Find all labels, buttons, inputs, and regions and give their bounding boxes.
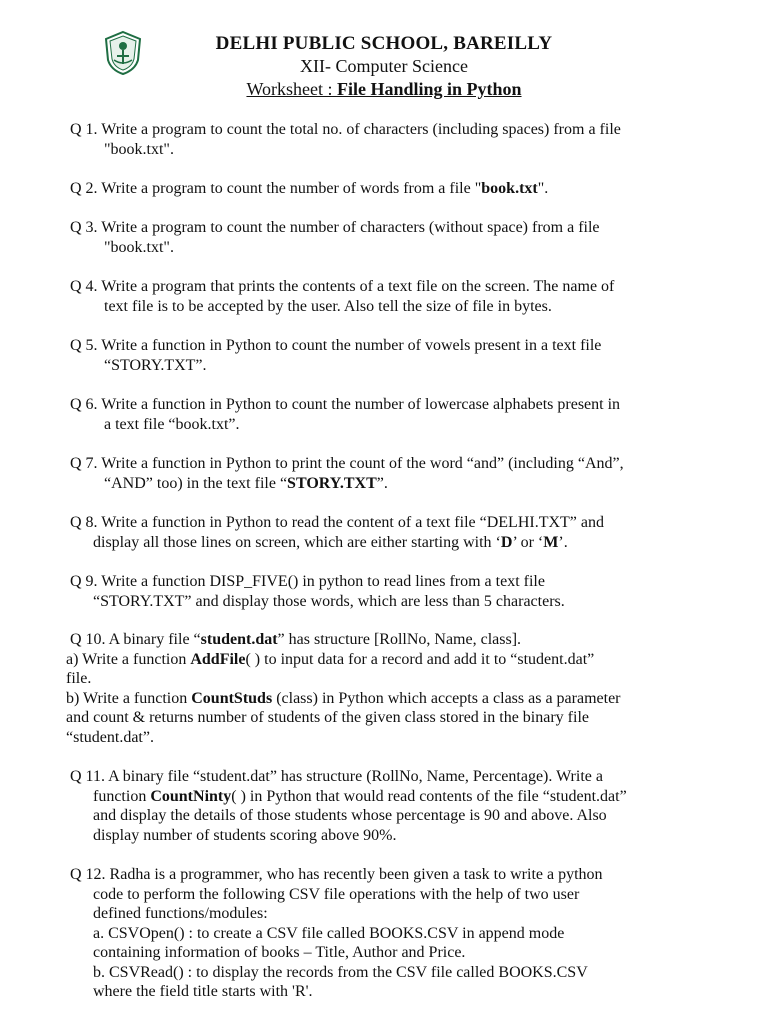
question-line: a text file “book.txt”.: [104, 415, 240, 433]
worksheet-title: [0, 79, 768, 100]
question-line: where the field title starts with 'R'.: [93, 983, 313, 1000]
worksheet-label: Worksheet :: [246, 79, 337, 99]
question-line: Q 11. A binary file “student.dat” has structure (RollNo, Name, Percentage). Write a: [70, 768, 603, 785]
question-line: file.: [66, 670, 92, 687]
question-line: “STORY.TXT” and display those words, which are less than 5 characters.: [93, 592, 565, 610]
question-4: [70, 277, 710, 316]
question-line: Q 8. Write a function in Python to read the content of a text file “DELHI.TXT” and: [70, 514, 605, 531]
question-line: Q 5. Write a function in Python to count the number of vowels present in a text file: [70, 337, 602, 354]
question-line: Q 9. Write a function DISP_FIVE() in python to read lines from a text file: [70, 573, 545, 590]
question-5: [70, 336, 710, 375]
question-1: [70, 120, 710, 159]
question-line: Q 1. Write a program to count the total no. of characters (including spaces) from a file: [70, 121, 621, 138]
question-line: Q 7. Write a function in Python to print the count of the word “and” (including “And”,: [70, 455, 624, 472]
question-6: [70, 395, 710, 434]
question-line: display all those lines on screen, which are either starting with ‘D’ or ‘M’.: [93, 533, 568, 551]
question-line: “AND” too) in the text file “STORY.TXT”.: [104, 474, 388, 492]
question-line: and count & returns number of students of the given class stored in the binary file: [66, 709, 589, 726]
question-line: function CountNinty( ) in Python that would read contents of the file “student.dat”: [93, 787, 627, 805]
question-line: text file is to be accepted by the user. Also tell the size of file in bytes.: [104, 297, 552, 315]
question-line: defined functions/modules:: [93, 905, 268, 922]
question-line: a) Write a function AddFile( ) to input data for a record and add it to “student.dat”: [66, 650, 595, 668]
question-line: Q 6. Write a function in Python to count the number of lowercase alphabets present in: [70, 396, 621, 413]
question-line: and display the details of those students whose percentage is 90 and above. Also: [93, 807, 607, 824]
question-3: [70, 218, 710, 257]
question-line: code to perform the following CSV file operations with the help of two user: [93, 885, 580, 903]
question-line: b) Write a function CountStuds (class) in Python which accepts a class as a parameter: [66, 689, 621, 707]
worksheet-topic: File Handling in Python: [336, 79, 522, 99]
question-line: “STORY.TXT”.: [104, 356, 207, 374]
question-line: "book.txt".: [104, 238, 174, 256]
question-line: Q 2. Write a program to count the number of words from a file "book.txt".: [70, 180, 549, 197]
question-line: a. CSVOpen() : to create a CSV file called BOOKS.CSV in append mode: [93, 924, 565, 942]
question-9: [70, 572, 710, 611]
question-line: Q 3. Write a program to count the number of characters (without space) from a file: [70, 219, 600, 236]
question-line: "book.txt".: [104, 140, 174, 158]
question-11: [70, 767, 710, 845]
question-2: [70, 179, 710, 199]
school-name: DELHI PUBLIC SCHOOL, BAREILLY: [215, 33, 553, 54]
question-line: b. CSVRead() : to display the records from the CSV file called BOOKS.CSV: [93, 963, 588, 981]
question-12: [70, 865, 710, 1002]
question-10: [66, 630, 710, 747]
question-line: containing information of books – Title, Author and Price.: [93, 944, 466, 961]
question-line: Q 12. Radha is a programmer, who has recently been given a task to write a python: [70, 866, 603, 883]
question-line: display number of students scoring above 90%.: [93, 826, 397, 844]
class-subject: XII- Computer Science: [300, 56, 468, 76]
question-7: [70, 454, 710, 493]
question-line: Q 10. A binary file “student.dat” has structure [RollNo, Name, class].: [70, 631, 522, 648]
question-line: Q 4. Write a program that prints the contents of a text file on the screen. The name of: [70, 278, 615, 295]
question-line: “student.dat”.: [66, 728, 154, 746]
question-8: [70, 513, 710, 552]
